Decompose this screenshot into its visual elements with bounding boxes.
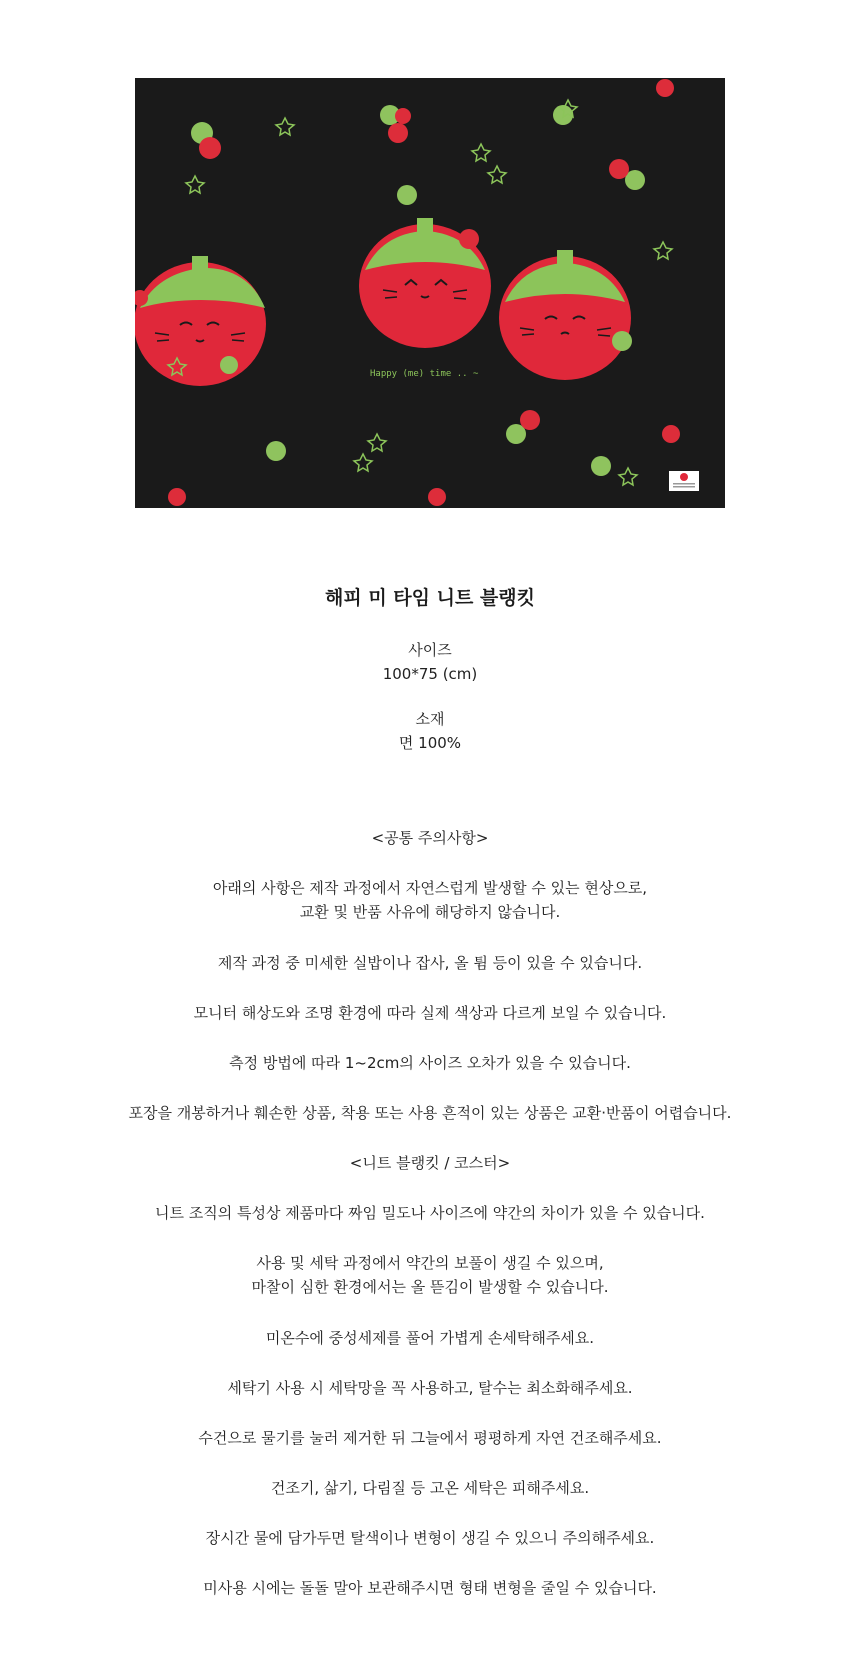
knit-notice-item: 장시간 물에 담가두면 탈색이나 변형이 생길 수 있으니 주의해주세요. [205,1529,655,1547]
knit-notice-item: 미사용 시에는 돌돌 말아 보관해주시면 형태 변형을 줄일 수 있습니다. [203,1579,657,1597]
common-notice-item: 측정 방법에 따라 1~2cm의 사이즈 오차가 있을 수 있습니다. [229,1054,631,1072]
blanket-caption: Happy (me) time .. ~ [370,369,479,379]
common-notice-intro-line1: 아래의 사항은 제작 과정에서 자연스럽게 발생할 수 있는 현상으로, [212,879,648,897]
product-title: 해피 미 타임 니트 블랭킷 [325,587,535,609]
knit-notice-item2-line1: 사용 및 세탁 과정에서 약간의 보풀이 생길 수 있으며, [256,1254,604,1272]
common-notice-item: 포장을 개봉하거나 훼손한 상품, 착용 또는 사용 흔적이 있는 상품은 교환·반품이 어렵습니다. [128,1104,732,1122]
knit-notice-item: 니트 조직의 특성상 제품마다 짜임 밀도나 사이즈에 약간의 차이가 있을 수 있습니다. [155,1204,705,1222]
common-notice-intro-line2: 교환 및 반품 사유에 해당하지 않습니다. [299,903,561,921]
material-value: 면 100% [398,734,462,752]
knit-notice-item: 건조기, 삶기, 다림질 등 고온 세탁은 피해주세요. [270,1479,590,1497]
knit-notice-item2-line2: 마찰이 심한 환경에서는 올 뜯김이 발생할 수 있습니다. [251,1278,609,1296]
size-spec [0,638,860,686]
knit-notice-item: 수건으로 물기를 눌러 제거한 뒤 그늘에서 평평하게 자연 건조해주세요. [198,1429,662,1447]
common-notice-item: 제작 과정 중 미세한 실밥이나 잡사, 올 튐 등이 있을 수 있습니다. [217,954,643,972]
material-label: 소재 [415,710,445,728]
product-image [135,78,725,508]
common-notice-item: 모니터 해상도와 조명 환경에 따라 실제 색상과 다르게 보일 수 있습니다. [193,1004,667,1022]
size-value: 100*75 (cm) [382,665,478,683]
size-label: 사이즈 [408,641,452,659]
common-notice-heading: <공통 주의사항> [371,829,489,847]
material-spec [0,707,860,755]
common-notice-intro [0,876,860,924]
knit-notice-heading: <니트 블랭킷 / 코스터> [349,1154,511,1172]
label-tag [669,471,699,491]
knit-notice-item: 미온수에 중성세제를 풀어 가볍게 손세탁해주세요. [265,1329,595,1347]
knit-notice-item: 세탁기 사용 시 세탁망을 꼭 사용하고, 탈수는 최소화해주세요. [227,1379,633,1397]
knit-notice-item [0,1251,860,1299]
